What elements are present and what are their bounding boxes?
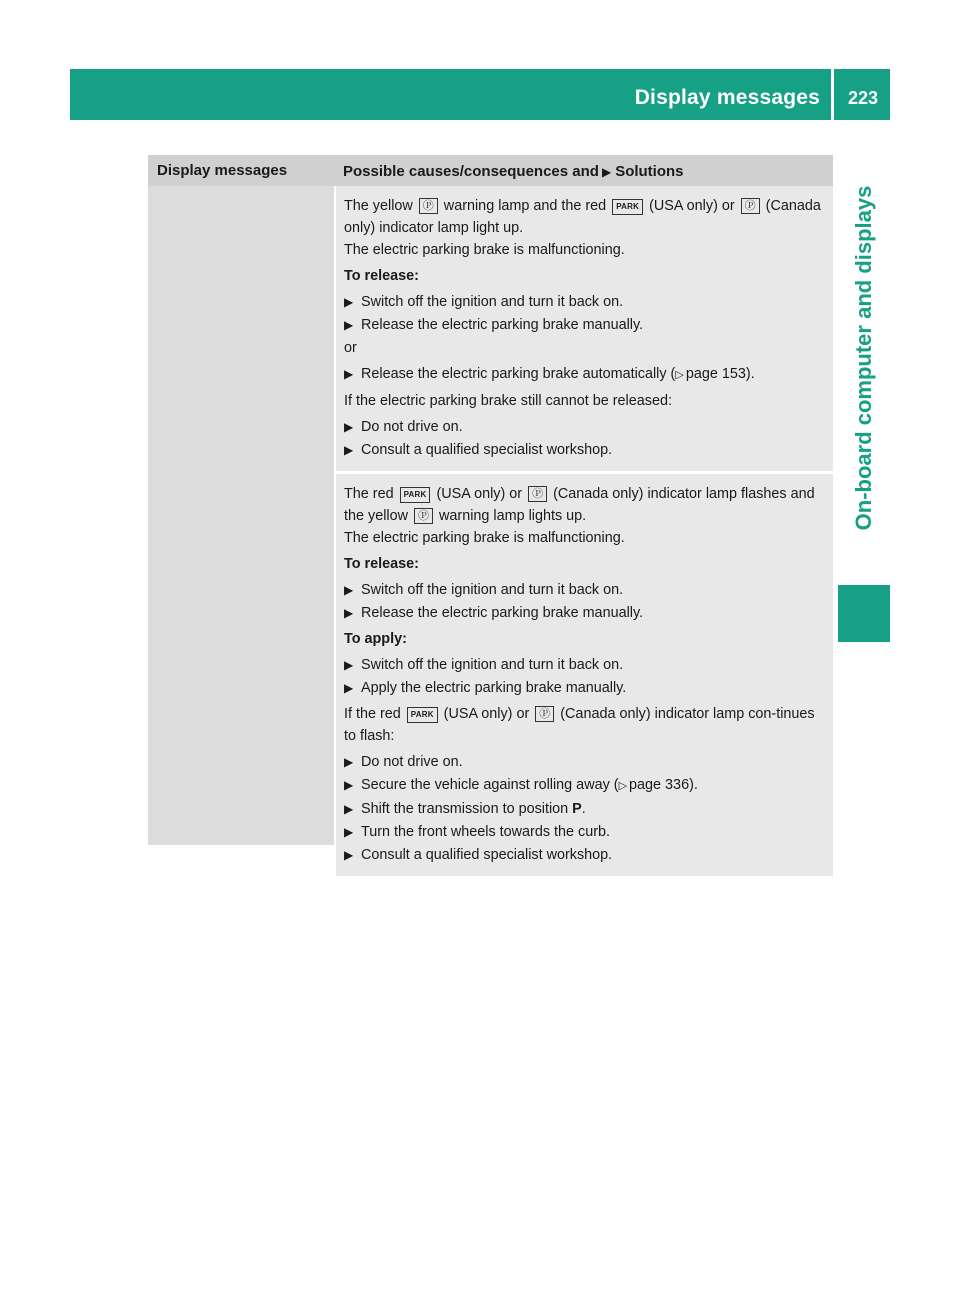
page-number: 223 (847, 88, 879, 108)
page-ref-icon: ▷ (618, 780, 628, 792)
park-indicator-icon: PARK (612, 199, 643, 215)
list-item: ▶ Switch off the ignition and turn it back on. (344, 291, 825, 313)
table-row (336, 186, 833, 471)
apply-heading: To apply: (344, 631, 407, 647)
list-item: ▶ Release the electric parking brake manually. (344, 314, 825, 336)
continues-flash-text: If the red PARK (USA only) or Ⓟ (Canada only) indicator lamp con-tinues to flash: (344, 706, 815, 744)
list-item: ▶ Shift the transmission to position P. (344, 798, 825, 820)
gear-position: P (572, 801, 582, 817)
col-header-causes-solutions: Possible causes/consequences and ▶ Solutions (343, 163, 684, 180)
list-item: ▶ Do not drive on. (344, 416, 825, 438)
step-arrow-icon: ▶ (344, 606, 354, 620)
list-item: ▶ Secure the vehicle against rolling away (▷ page 336). (344, 774, 825, 797)
page-ref-link[interactable]: page 153 (685, 366, 746, 382)
table-body (148, 186, 833, 876)
or-text: or (344, 340, 357, 356)
row2-intro: The red PARK (USA only) or Ⓟ (Canada only) indicator lamp flashes and the yellow Ⓟ warning lamp lights up. (344, 486, 815, 524)
brake-indicator-icon: Ⓟ (528, 486, 547, 502)
row1-intro: The yellow Ⓟ warning lamp and the red PARK (USA only) or Ⓟ (Canada only) indicator lamp light up. (344, 198, 821, 236)
chapter-marker (838, 585, 890, 642)
step-arrow-icon: ▶ (344, 825, 354, 839)
malfunction-text: The electric parking brake is malfunctioning. (344, 242, 625, 258)
step-arrow-icon: ▶ (344, 367, 354, 381)
messages-table (148, 155, 833, 876)
brake-warning-icon: Ⓟ (414, 508, 433, 524)
brake-indicator-icon: Ⓟ (741, 198, 760, 214)
header-divider (831, 69, 834, 120)
page-section-title: Display messages (634, 86, 820, 109)
step-arrow-icon: ▶ (344, 802, 354, 816)
park-indicator-icon: PARK (400, 487, 431, 503)
step-arrow-icon: ▶ (344, 681, 354, 695)
step-arrow-icon: ▶ (344, 755, 354, 769)
page-ref-link[interactable]: page 336 (629, 777, 690, 793)
cannot-release-text: If the electric parking brake still cannot be released: (344, 393, 672, 409)
step-arrow-icon: ▶ (344, 778, 354, 792)
step-arrow-icon: ▶ (344, 443, 354, 457)
brake-indicator-icon: Ⓟ (535, 706, 554, 722)
solution-arrow-icon: ▶ (601, 165, 612, 179)
brake-warning-icon: Ⓟ (419, 198, 438, 214)
list-item: ▶ Consult a qualified specialist workshop. (344, 439, 825, 461)
release-heading: To release: (344, 556, 419, 572)
page-ref-icon: ▷ (675, 369, 684, 381)
list-item: ▶ Release the electric parking brake manually. (344, 602, 825, 624)
list-item: ▶ Turn the front wheels towards the curb. (344, 821, 825, 843)
table-header-row (148, 155, 833, 186)
list-item: ▶ Release the electric parking brake automatically (▷ page 153). (344, 363, 825, 386)
list-item: ▶ Consult a qualified specialist workshop. (344, 844, 825, 866)
step-arrow-icon: ▶ (344, 318, 354, 332)
park-indicator-icon: PARK (407, 707, 438, 723)
list-item: ▶ Switch off the ignition and turn it back on. (344, 654, 825, 676)
step-arrow-icon: ▶ (344, 295, 354, 309)
malfunction-text: The electric parking brake is malfunctioning. (344, 530, 625, 546)
step-arrow-icon: ▶ (344, 658, 354, 672)
step-arrow-icon: ▶ (344, 420, 354, 434)
step-arrow-icon: ▶ (344, 583, 354, 597)
step-arrow-icon: ▶ (344, 848, 354, 862)
col-header-display-messages: Display messages (157, 162, 288, 179)
list-item: ▶ Do not drive on. (344, 751, 825, 773)
chapter-title: On-board computer and displays (851, 185, 876, 531)
display-message-cell (148, 186, 334, 845)
release-heading: To release: (344, 268, 419, 284)
table-row (336, 474, 833, 876)
chapter-side-tab (838, 130, 890, 585)
list-item: ▶ Switch off the ignition and turn it back on. (344, 579, 825, 601)
list-item: ▶ Apply the electric parking brake manually. (344, 677, 825, 699)
